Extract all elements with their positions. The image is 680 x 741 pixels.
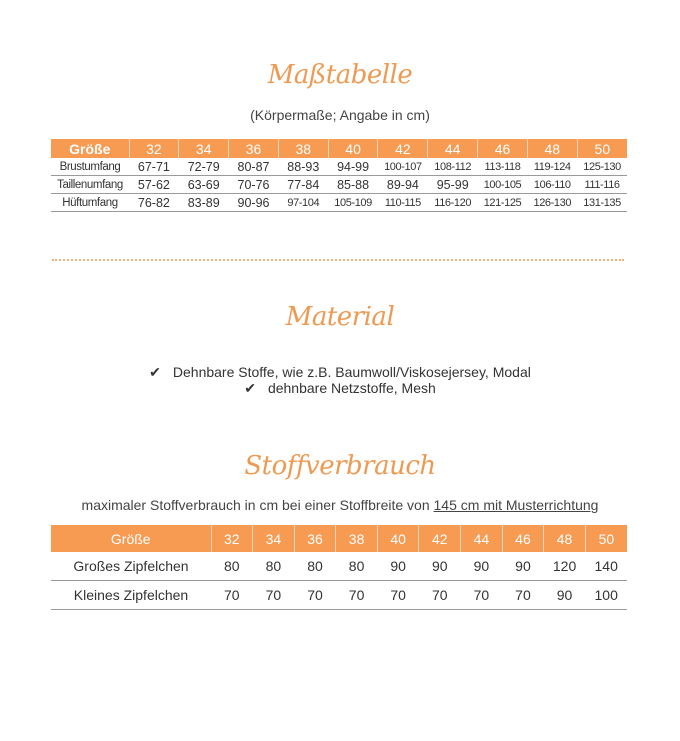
fabric-table-size-col: 34 bbox=[253, 525, 295, 552]
measure-table-size-col: 46 bbox=[478, 139, 528, 158]
measure-table-size-col: 32 bbox=[129, 139, 179, 158]
table-cell: 90-96 bbox=[229, 194, 279, 212]
table-cell: 80 bbox=[294, 552, 336, 581]
table-cell: 95-99 bbox=[428, 176, 478, 194]
fabric-usage-note bbox=[0, 497, 680, 513]
table-cell: 105-109 bbox=[328, 194, 378, 212]
table-row bbox=[51, 158, 627, 176]
table-cell: 113-118 bbox=[478, 158, 528, 176]
fabric-table-size-header: Größe bbox=[51, 525, 211, 552]
table-cell: 90 bbox=[502, 552, 544, 581]
table-row bbox=[51, 194, 627, 212]
table-row bbox=[51, 176, 627, 194]
table-cell: 70 bbox=[336, 581, 378, 610]
fabric-table-header-row bbox=[51, 525, 627, 552]
table-cell: 80 bbox=[336, 552, 378, 581]
table-cell: 108-112 bbox=[428, 158, 478, 176]
fabric-table-size-col: 48 bbox=[544, 525, 586, 552]
table-cell: 94-99 bbox=[328, 158, 378, 176]
measure-table-size-col: 50 bbox=[577, 139, 627, 158]
material-list bbox=[0, 364, 680, 396]
fabric-table-size-col: 50 bbox=[585, 525, 627, 552]
table-cell: 119-124 bbox=[527, 158, 577, 176]
table-cell: 70 bbox=[461, 581, 503, 610]
check-icon: ✔ bbox=[244, 380, 256, 396]
table-cell: 80-87 bbox=[229, 158, 279, 176]
table-cell: 90 bbox=[461, 552, 503, 581]
table-cell: 80 bbox=[211, 552, 253, 581]
fabric-table-size-col: 44 bbox=[461, 525, 503, 552]
table-cell: 120 bbox=[544, 552, 586, 581]
row-label-large-tip: Großes Zipfelchen bbox=[51, 552, 211, 581]
table-cell: 90 bbox=[377, 552, 419, 581]
table-cell: 89-94 bbox=[378, 176, 428, 194]
list-item bbox=[0, 364, 680, 380]
table-row bbox=[51, 581, 627, 610]
measure-table-size-col: 42 bbox=[378, 139, 428, 158]
table-cell: 67-71 bbox=[129, 158, 179, 176]
row-label-hip: Hüftumfang bbox=[51, 194, 129, 212]
table-cell: 70 bbox=[502, 581, 544, 610]
measure-table-header-row bbox=[51, 139, 627, 158]
measure-table-size-col: 40 bbox=[328, 139, 378, 158]
table-cell: 70 bbox=[294, 581, 336, 610]
fabric-table-size-col: 46 bbox=[502, 525, 544, 552]
table-cell: 121-125 bbox=[478, 194, 528, 212]
table-cell: 131-135 bbox=[577, 194, 627, 212]
measure-table-size-col: 34 bbox=[179, 139, 229, 158]
table-cell: 85-88 bbox=[328, 176, 378, 194]
table-cell: 100 bbox=[585, 581, 627, 610]
fabric-width-highlight: 145 cm mit Musterrichtung bbox=[433, 497, 599, 513]
measure-table-size-col: 48 bbox=[527, 139, 577, 158]
table-cell: 125-130 bbox=[577, 158, 627, 176]
measure-table-size-header: Größe bbox=[51, 139, 129, 158]
table-cell: 106-110 bbox=[527, 176, 577, 194]
fabric-usage-title: Stoffverbrauch bbox=[244, 451, 436, 481]
table-cell: 70 bbox=[211, 581, 253, 610]
material-item-label: Dehnbare Stoffe, wie z.B. Baumwoll/Viskosejersey, Modal bbox=[172, 364, 531, 380]
material-item-label: dehnbare Netzstoffe, Mesh bbox=[267, 380, 436, 396]
row-label-bust: Brustumfang bbox=[51, 158, 129, 176]
table-cell: 111-116 bbox=[577, 176, 627, 194]
fabric-table-size-col: 32 bbox=[211, 525, 253, 552]
check-icon: ✔ bbox=[149, 364, 161, 380]
table-cell: 88-93 bbox=[278, 158, 328, 176]
table-cell: 80 bbox=[253, 552, 295, 581]
section-divider bbox=[52, 259, 624, 261]
table-cell: 90 bbox=[419, 552, 461, 581]
row-label-waist: Taillenumfang bbox=[51, 176, 129, 194]
table-row bbox=[51, 552, 627, 581]
list-item bbox=[0, 380, 680, 396]
table-cell: 72-79 bbox=[179, 158, 229, 176]
fabric-usage-table bbox=[51, 525, 627, 610]
table-cell: 126-130 bbox=[527, 194, 577, 212]
material-title: Material bbox=[285, 302, 395, 332]
table-cell: 97-104 bbox=[278, 194, 328, 212]
table-cell: 76-82 bbox=[129, 194, 179, 212]
measure-table bbox=[51, 139, 627, 212]
table-cell: 70 bbox=[253, 581, 295, 610]
measure-table-subtitle: (Körpermaße; Angabe in cm) bbox=[250, 107, 430, 123]
fabric-table-size-col: 40 bbox=[377, 525, 419, 552]
fabric-usage-note-text: maximaler Stoffverbrauch in cm bei einer Stoffbreite von bbox=[81, 497, 434, 513]
measure-table-size-col: 44 bbox=[428, 139, 478, 158]
table-cell: 70 bbox=[377, 581, 419, 610]
table-cell: 57-62 bbox=[129, 176, 179, 194]
table-cell: 70 bbox=[419, 581, 461, 610]
measure-table-size-col: 36 bbox=[229, 139, 279, 158]
table-cell: 63-69 bbox=[179, 176, 229, 194]
table-cell: 77-84 bbox=[278, 176, 328, 194]
table-cell: 70-76 bbox=[229, 176, 279, 194]
table-cell: 90 bbox=[544, 581, 586, 610]
fabric-table-size-col: 36 bbox=[294, 525, 336, 552]
row-label-small-tip: Kleines Zipfelchen bbox=[51, 581, 211, 610]
table-cell: 83-89 bbox=[179, 194, 229, 212]
table-cell: 100-105 bbox=[478, 176, 528, 194]
table-cell: 100-107 bbox=[378, 158, 428, 176]
table-cell: 140 bbox=[585, 552, 627, 581]
measure-table-title: Maßtabelle bbox=[267, 60, 413, 90]
fabric-table-size-col: 38 bbox=[336, 525, 378, 552]
measure-table-size-col: 38 bbox=[278, 139, 328, 158]
table-cell: 116-120 bbox=[428, 194, 478, 212]
fabric-table-size-col: 42 bbox=[419, 525, 461, 552]
table-cell: 110-115 bbox=[378, 194, 428, 212]
